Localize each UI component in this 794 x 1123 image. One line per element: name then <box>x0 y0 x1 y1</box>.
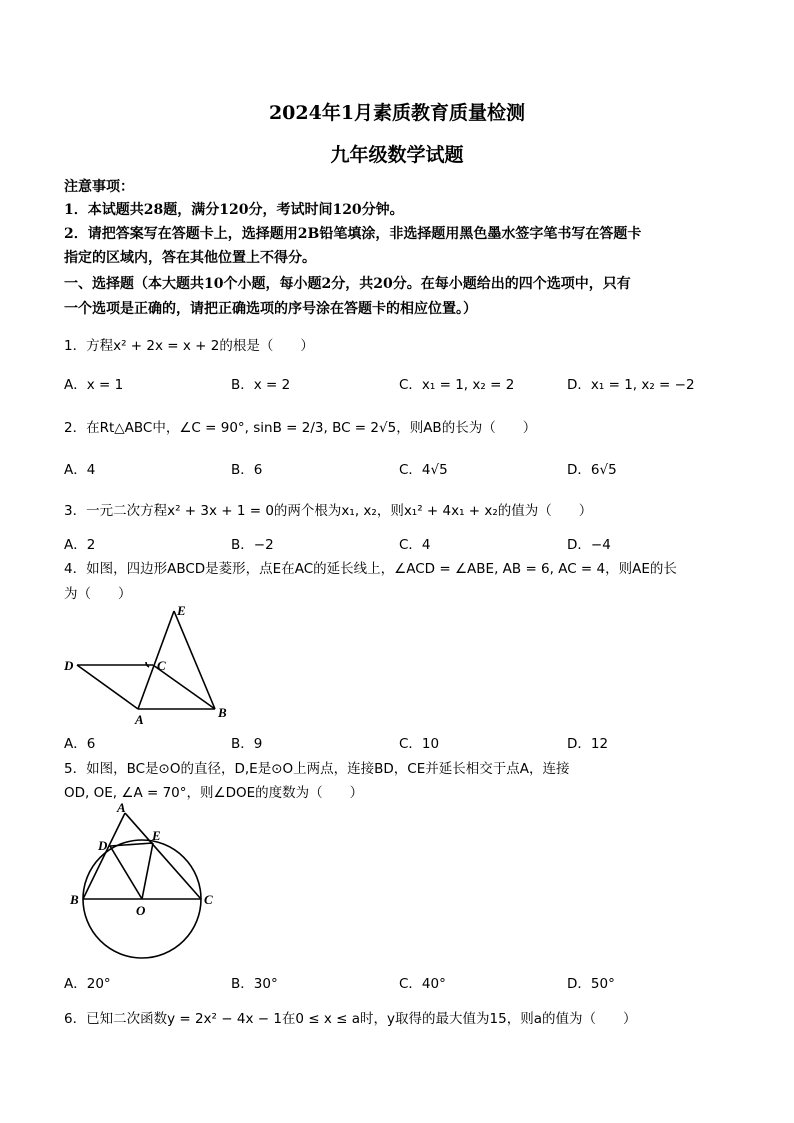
radius-od <box>110 846 142 899</box>
question-4-stem: 4．如图，四边形ABCD是菱形，点E在AC的延长线上，∠ACD = ∠ABE, AB = 6, AC = 4，则AE的长 <box>64 561 677 577</box>
segment-ae <box>138 611 174 709</box>
label-b: B <box>70 892 79 907</box>
question-3-option-d: D．−4 <box>567 537 611 553</box>
question-2-option-d: D．6√5 <box>567 462 617 478</box>
question-5-stem: 5．如图，BC是⊙O的直径，D,E是⊙O上两点，连接BD，CE并延长相交于点A，连接 <box>64 761 570 777</box>
question-2-option-c: C．4√5 <box>399 462 448 478</box>
question-1-option-b: B．x = 2 <box>231 377 291 393</box>
question-4-stem-cont: 为（ ） <box>64 586 132 602</box>
question-6-stem: 6．已知二次函数y = 2x² − 4x − 1在0 ≤ x ≤ a时，y取得的最大值为15，则a的值为（ ） <box>64 1011 637 1027</box>
section-heading: 一、选择题（本大题共10个小题，每小题2分，共20分。在每小题给出的四个选项中，只有 <box>64 276 631 292</box>
label-d: D <box>64 658 74 673</box>
page-title: 2024年1月素质教育质量检测 <box>268 102 526 124</box>
label-d: D <box>98 838 108 853</box>
segment-da <box>77 665 138 709</box>
question-1-option-c: C．x₁ = 1, x₂ = 2 <box>399 377 515 393</box>
label-c: C <box>204 892 213 907</box>
notice-heading: 注意事项： <box>64 179 134 195</box>
page-subtitle: 九年级数学试题 <box>330 144 464 166</box>
label-o: O <box>136 903 146 918</box>
section-instructions: 一个选项是正确的，请把正确选项的序号涂在答题卡的相应位置。） <box>64 301 477 317</box>
question-5-stem-cont: OD, OE, ∠A = 70°，则∠DOE的度数为（ ） <box>64 785 364 801</box>
question-3-stem: 3．一元二次方程x² + 3x + 1 = 0的两个根为x₁, x₂，则x₁² + 4x₁ + x₂的值为（ ） <box>64 503 593 519</box>
notice-item-1: 1．本试题共28题，满分120分，考试时间120分钟。 <box>64 202 404 218</box>
label-a: A <box>135 712 144 727</box>
question-1-option-d: D．x₁ = 1, x₂ = −2 <box>567 377 695 393</box>
question-1-option-a: A．x = 1 <box>64 377 124 393</box>
question-3-option-b: B．−2 <box>231 537 274 553</box>
question-5-option-c: C．40° <box>399 976 446 992</box>
question-1-stem: 1．方程x² + 2x = x + 2的根是（ ） <box>64 338 314 354</box>
notice-item-2-cont: 指定的区域内，答在其他位置上不得分。 <box>64 250 316 266</box>
label-e: E <box>152 828 161 843</box>
question-5-option-a: A．20° <box>64 976 111 992</box>
label-c: C <box>157 658 166 673</box>
question-5-circle-figure <box>60 803 230 983</box>
label-a: A <box>117 803 126 815</box>
question-2-stem: 2．在Rt△ABC中，∠C = 90°, sinB = 2/3, BC = 2√5，则AB的长为（ ） <box>64 420 537 436</box>
question-4-option-d: D．12 <box>567 736 609 752</box>
label-b: B <box>218 705 227 720</box>
question-4-option-a: A．6 <box>64 736 96 752</box>
question-2-option-b: B．6 <box>231 462 263 478</box>
chord-de <box>110 843 153 846</box>
line-ba <box>83 813 125 899</box>
label-e: E <box>177 603 186 618</box>
question-4-rhombus-figure <box>60 600 240 730</box>
question-2-option-a: A．4 <box>64 462 96 478</box>
question-5-option-b: B．30° <box>231 976 278 992</box>
question-4-option-c: C．10 <box>399 736 440 752</box>
question-5-option-d: D．50° <box>567 976 615 992</box>
line-ac <box>125 813 201 899</box>
question-4-option-b: B．9 <box>231 736 263 752</box>
notice-item-2: 2．请把答案写在答题卡上，选择题用2B铅笔填涂，非选择题用黑色墨水签字笔书写在答题卡 <box>64 226 642 242</box>
question-3-option-a: A．2 <box>64 537 96 553</box>
radius-oe <box>142 843 153 899</box>
question-3-option-c: C．4 <box>399 537 431 553</box>
